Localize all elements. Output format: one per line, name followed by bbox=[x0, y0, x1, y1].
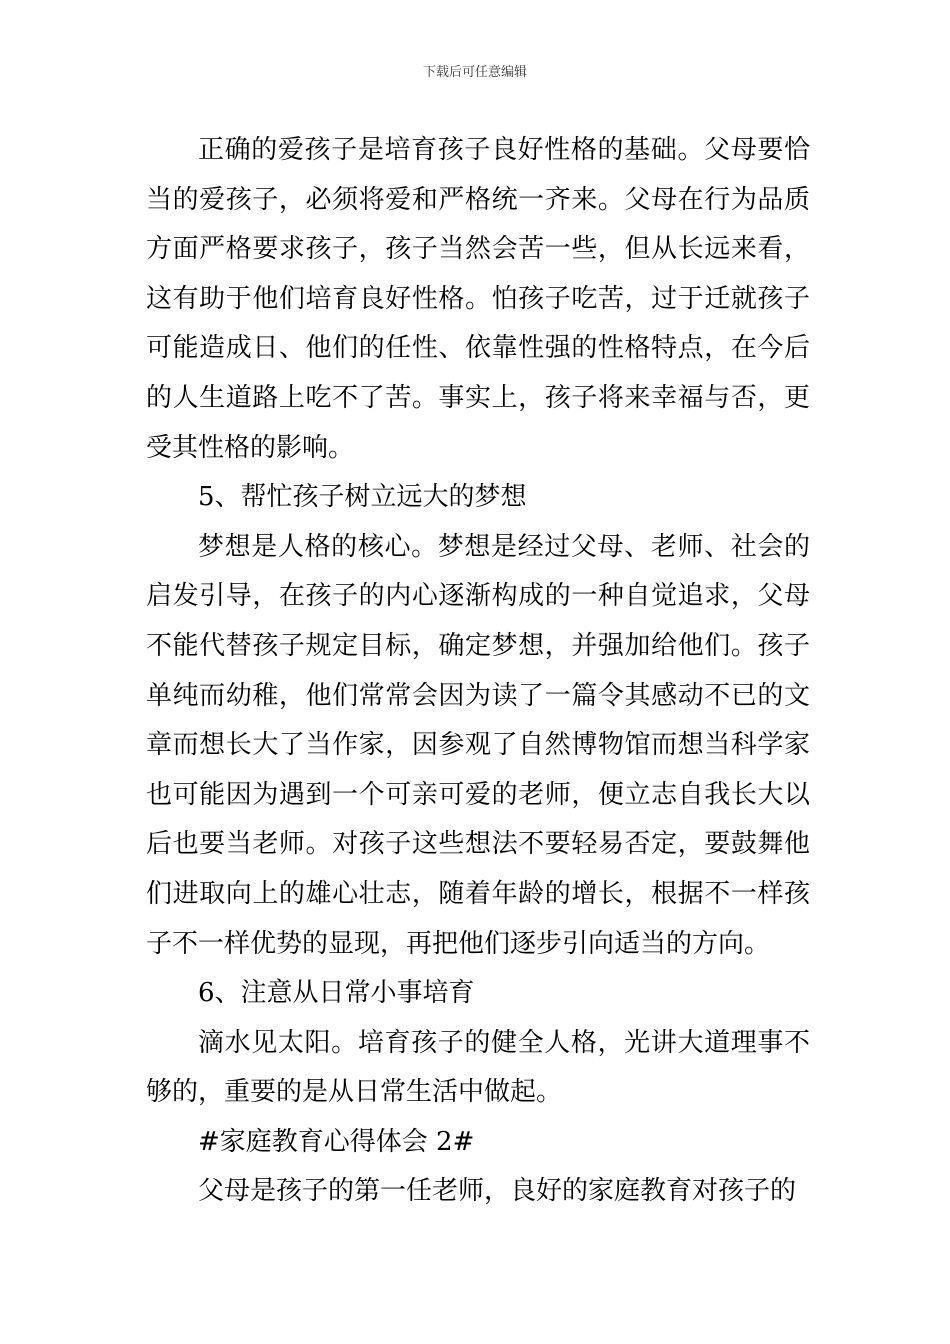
paragraph-first-teacher: 父母是孩子的第一任老师，良好的家庭教育对孩子的 bbox=[198, 1176, 797, 1207]
section-heading-6: 6、注意从日常小事培育 bbox=[198, 978, 475, 1009]
document-body bbox=[146, 126, 810, 1217]
header-note: 下载后可任意编辑 bbox=[422, 65, 527, 80]
section-heading-reflection-2: #家庭教育心得体会 2# bbox=[198, 1126, 475, 1157]
section-heading-5: 5、帮忙孩子树立远大的梦想 bbox=[198, 482, 527, 513]
paragraph-character-love: 正确的爱孩子是培育孩子良好性格的基础。父母要恰当的爱孩子，必须将爱和严格统一齐来。父母在行为品质方面严格要求孩子，孩子当然会苦一些，但从长远来看，这有助于他们培育良好性格。怕孩子吃苦，过于迁就孩子可能造成日、他们的任性、依靠性强的性格特点，在今后的人生道路上吃不了苦。事实上，孩子将来幸福与否，更受其性格的影响。 bbox=[146, 135, 810, 463]
paragraph-daily-matters: 滴水见太阳。培育孩子的健全人格，光讲大道理事不够的，重要的是从日常生活中做起。 bbox=[146, 1027, 810, 1108]
paragraph-dreams: 梦想是人格的核心。梦想是经过父母、老师、社会的启发引导，在孩子的内心逐渐构成的一种自觉追求，父母不能代替孩子规定目标，确定梦想，并强加给他们。孩子单纯而幼稚，他们常常会因为读了一篇令其感动不已的文章而想长大了当作家，因参观了自然博物馆而想当科学家也可能因为遇到一个可亲可爱的老师，便立志自我长大以后也要当老师。对孩子这些想法不要轻易否定，要鼓舞他们进取向上的雄心壮志，随着年龄的增长，根据不一样孩子不一样优势的显现，再把他们逐步引向适当的方向。 bbox=[146, 531, 810, 959]
